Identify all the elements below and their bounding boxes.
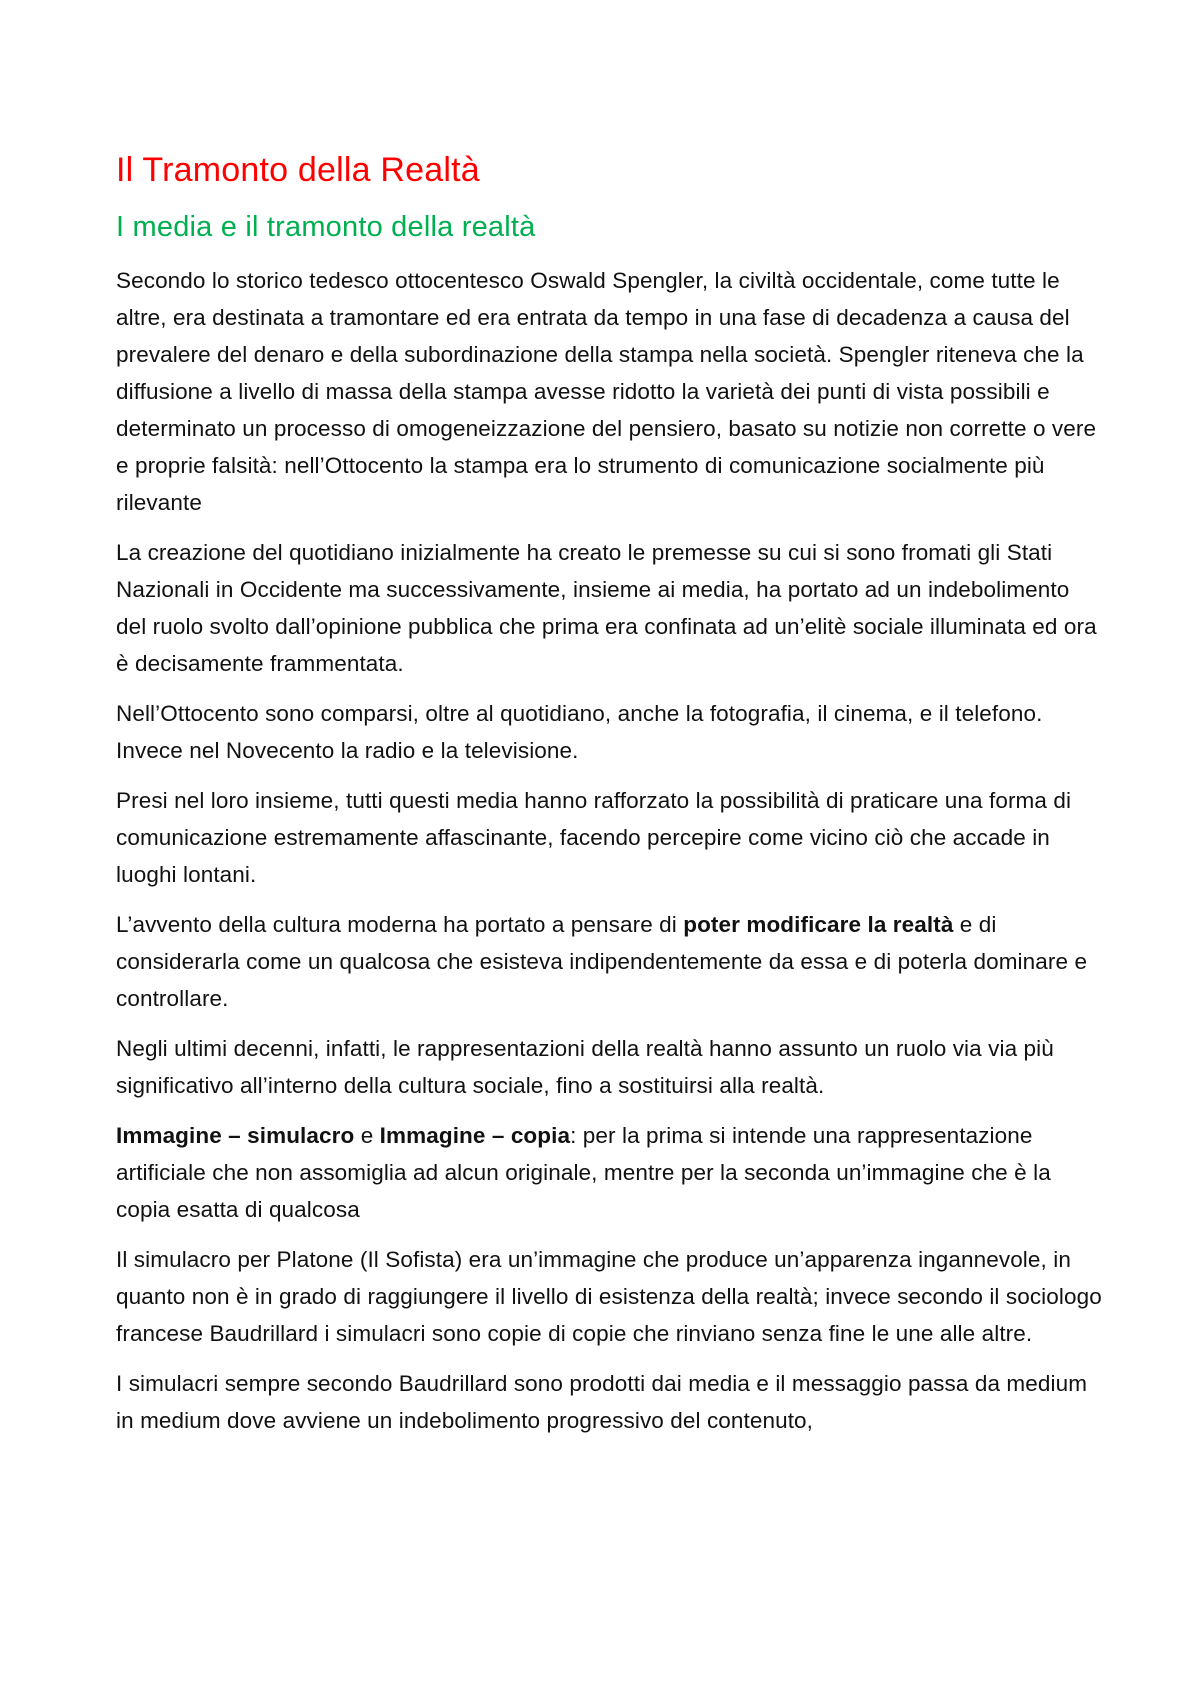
body-paragraph bbox=[116, 782, 1106, 893]
paragraph-text: : per la prima si intende una rappresentazione artificiale che non assomiglia ad alcun originale, mentre per la seconda un’immagine che è la copia esatta di qualcosa bbox=[116, 1123, 1051, 1222]
paragraph-text: e di considerarla come un qualcosa che esisteva indipendentemente da essa e di poterla dominare e controllare. bbox=[116, 912, 1088, 1011]
bold-text: Immagine – simulacro bbox=[116, 1123, 355, 1148]
paragraph-text: Nell’Ottocento sono comparsi, oltre al quotidiano, anche la fotografia, il cinema, e il telefono. Invece nel Novecento la radio e la televisione. bbox=[116, 701, 1043, 763]
body-paragraph bbox=[116, 906, 1106, 1017]
body-paragraph bbox=[116, 262, 1106, 521]
paragraph-text: Presi nel loro insieme, tutti questi media hanno rafforzato la possibilità di praticare una forma di comunicazione estremamente affascinante, facendo percepire come vicino ciò che accade in luoghi lontani. bbox=[116, 788, 1072, 887]
document-subtitle: I media e il tramonto della realtà bbox=[116, 211, 536, 243]
paragraph-text: Negli ultimi decenni, infatti, le rappresentazioni della realtà hanno assunto un ruolo via via più significativo all’interno della cultura sociale, fino a sostituirsi alla realtà. bbox=[116, 1036, 1054, 1098]
body-paragraph bbox=[116, 1117, 1106, 1228]
paragraph-text: Il simulacro per Platone (Il Sofista) era un’immagine che produce un’apparenza ingannevole, in quanto non è in grado di raggiungere il livello di esistenza della realtà; invece secondo il sociologo francese Baudrillard i simulacri sono copie di copie che rinviano senza fine le une alle altre. bbox=[116, 1247, 1102, 1346]
paragraph-text: Secondo lo storico tedesco ottocentesco Oswald Spengler, la civiltà occidentale, come tutte le altre, era destinata a tramontare ed era entrata da tempo in una fase di decadenza a causa del prevalere del denaro e della subordinazione della stampa nella società. Spengler riteneva che la diffusione a livello di massa della stampa avesse ridotto la varietà dei punti di vista possibili e determinato un processo di omogeneizzazione del pensiero, basato su notizie non corrette o vere e proprie falsità: nell’Ottocento la stampa era lo strumento di comunicazione socialmente più rilevante bbox=[116, 268, 1097, 515]
body-paragraph bbox=[116, 1241, 1106, 1352]
paragraph-text: La creazione del quotidiano inizialmente ha creato le premesse su cui si sono fromati gli Stati Nazionali in Occidente ma successivamente, insieme ai media, ha portato ad un indebolimento del ruolo svolto dall’opinione pubblica che prima era confinata ad un’elitè sociale illuminata ed ora è decisamente frammentata. bbox=[116, 540, 1097, 676]
document-title: Il Tramonto della Realtà bbox=[116, 151, 480, 189]
paragraph-text: L’avvento della cultura moderna ha portato a pensare di bbox=[116, 912, 684, 937]
body-paragraph bbox=[116, 695, 1106, 769]
body-paragraph bbox=[116, 534, 1106, 682]
bold-text: poter modificare la realtà bbox=[683, 912, 954, 937]
paragraph-text: I simulacri sempre secondo Baudrillard sono prodotti dai media e il messaggio passa da medium in medium dove avviene un indebolimento progressivo del contenuto, bbox=[116, 1371, 1088, 1433]
paragraph-text: e bbox=[354, 1123, 380, 1148]
body-paragraph bbox=[116, 1030, 1106, 1104]
body-paragraph bbox=[116, 1365, 1106, 1439]
paragraph-list bbox=[116, 262, 1106, 1439]
document-body bbox=[116, 146, 1106, 1452]
bold-text: Immagine – copia bbox=[379, 1123, 571, 1148]
